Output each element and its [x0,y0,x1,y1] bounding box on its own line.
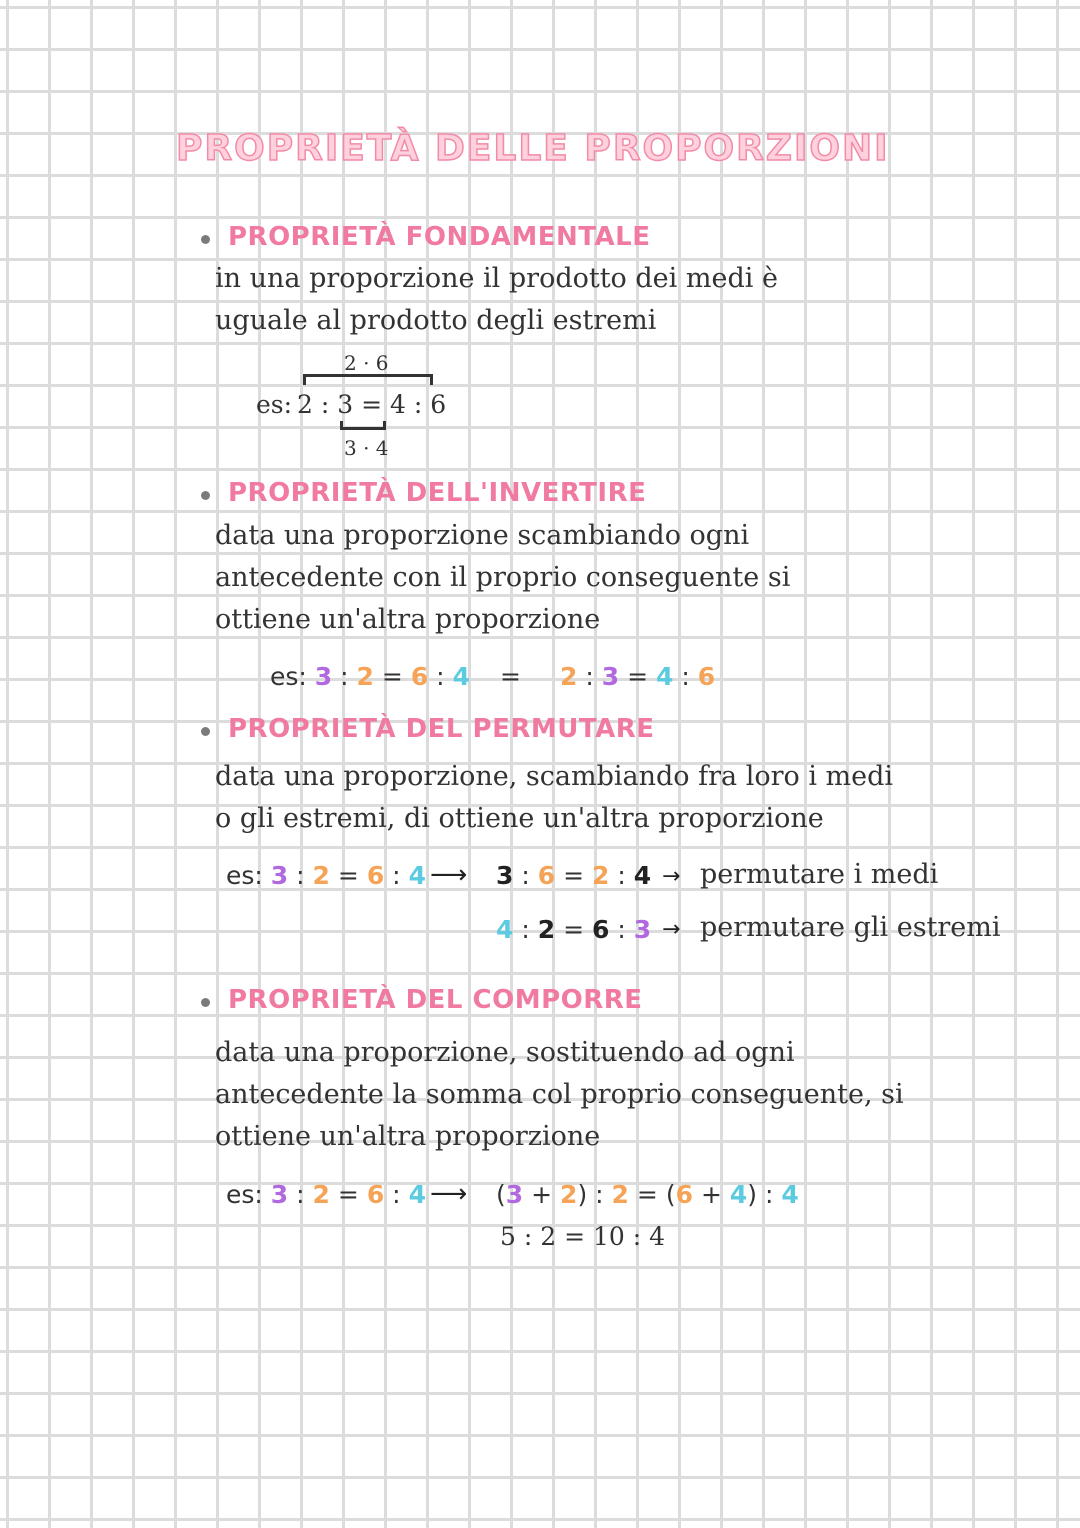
equals: = [337,1180,359,1209]
term: 4 [408,1180,426,1209]
term: 6 [697,662,716,691]
term: 6 [410,662,429,691]
term: 2 [560,1180,578,1209]
invertire-example [270,662,470,691]
term: 6 [592,915,610,944]
term: 2 [537,915,556,944]
section-text-line: data una proporzione scambiando ogni [215,520,750,551]
term: 4 [408,861,426,890]
page-title: PROPRIETÀ DELLE PROPORZIONI [176,128,890,169]
extremes-bracket [303,374,433,385]
colon: : [617,861,626,890]
section-text-line: o gli estremi, di ottiene un'altra proporzione [215,803,824,834]
colon: : [617,915,626,944]
section-text-line: data una proporzione, sostituendo ad ogni [215,1037,795,1068]
paren: ) [577,1180,588,1209]
equivalence-sign: = [500,662,521,691]
long-arrow-icon: ⟶ [430,1179,468,1209]
section-heading-invertire: PROPRIETÀ DELL'INVERTIRE [228,478,647,508]
plus: + [700,1180,722,1209]
term: 3 [496,861,514,890]
term: 3 [505,1180,524,1209]
term: 4 [452,662,470,691]
example-prefix: es: [256,390,293,419]
term: 2 [312,1180,330,1209]
section-heading-comporre: PROPRIETÀ DEL COMPORRE [228,985,643,1015]
term: 2 [356,662,374,691]
short-arrow-icon: → [662,864,681,889]
paren: ) [747,1180,758,1209]
term: 2 [560,662,578,691]
extremes-product: 3 · 4 [344,436,389,460]
term: 4 [496,915,514,944]
section-heading-permutare: PROPRIETÀ DEL PERMUTARE [228,714,655,744]
composed-result: 5 : 2 = 10 : 4 [500,1222,666,1251]
permutare-example [226,861,426,890]
section-text-line: ottiene un'altra proporzione [215,604,601,635]
paren: ( [665,1180,676,1209]
section-text-line: antecedente con il proprio conseguente si [215,562,791,593]
term: 6 [366,1180,385,1209]
colon: : [436,662,445,691]
term: 6 [537,861,556,890]
term: 6 [675,1180,693,1209]
equals: = [337,861,359,890]
term: 3 [270,861,289,890]
colon: : [681,662,690,691]
section-text-line: antecedente la somma col proprio conseguente, si [215,1079,904,1110]
long-arrow-icon: ⟶ [430,860,468,890]
example-prefix: es: [226,1180,263,1209]
term: 3 [601,662,620,691]
colon: : [340,662,349,691]
medi-product: 2 · 6 [344,351,389,375]
example-prefix: es: [226,861,263,890]
estremi-label: permutare gli estremi [700,912,1001,943]
colon: : [595,1180,604,1209]
term: 3 [270,1180,289,1209]
paren: ( [496,1180,506,1209]
medi-proportion [496,861,651,890]
inverted-proportion [560,662,715,691]
fundamental-equation: 2 : 3 = 4 : 6 [297,390,447,419]
section-text-line: uguale al prodotto degli estremi [215,305,657,336]
example-prefix: es: [270,662,307,691]
term: 3 [314,662,333,691]
means-bracket [340,421,386,430]
section-text-line: data una proporzione, scambiando fra loro i medi [215,761,894,792]
section-text-line: ottiene un'altra proporzione [215,1121,601,1152]
term: 2 [592,861,610,890]
bullet-icon [201,727,210,736]
plus: + [531,1180,553,1209]
term: 2 [312,861,330,890]
medi-label: permutare i medi [700,859,939,890]
equals: = [627,662,649,691]
term: 4 [656,662,674,691]
bullet-icon [201,491,210,500]
term: 3 [633,915,652,944]
colon: : [521,861,530,890]
term: 2 [611,1180,629,1209]
section-text-line: in una proporzione il prodotto dei medi è [215,263,778,294]
equals: = [381,662,403,691]
colon: : [392,1180,401,1209]
term: 6 [366,861,385,890]
equals: = [563,915,585,944]
term: 4 [633,861,652,890]
estremi-proportion [496,915,651,944]
equals: = [563,861,585,890]
term: 4 [781,1180,799,1209]
comporre-example [226,1180,426,1209]
colon: : [764,1180,774,1209]
bullet-icon [201,235,210,244]
colon: : [392,861,401,890]
equals: = [636,1180,658,1209]
composed-proportion [496,1180,799,1209]
section-heading-fondamentale: PROPRIETÀ FONDAMENTALE [228,222,651,252]
colon: : [585,662,594,691]
short-arrow-icon: → [662,917,681,942]
term: 4 [729,1180,748,1209]
bullet-icon [201,998,210,1007]
colon: : [296,1180,305,1209]
colon: : [296,861,305,890]
colon: : [521,915,530,944]
